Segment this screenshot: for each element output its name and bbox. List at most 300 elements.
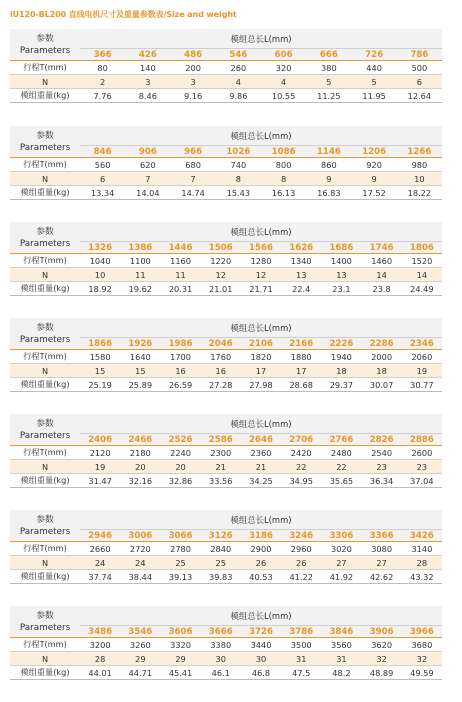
stroke-value-cell: 620 <box>125 158 170 172</box>
length-value-cell: 2586 <box>201 434 241 446</box>
weight-value-cell: 48.2 <box>321 666 361 680</box>
length-value-cell: 1446 <box>160 242 200 254</box>
weight-value-cell: 18.22 <box>397 186 442 200</box>
length-value-cell: 366 <box>80 49 125 61</box>
n-value-cell: 4 <box>216 75 261 89</box>
table-header-row <box>10 318 442 338</box>
stroke-value-cell: 2300 <box>201 446 241 460</box>
length-value-cell: 2706 <box>281 434 321 446</box>
length-value-cell: 3726 <box>241 626 281 638</box>
weight-value-cell: 24.49 <box>402 282 442 296</box>
stroke-row-label: 行程T(mm) <box>10 638 80 652</box>
weight-value-cell: 46.1 <box>201 666 241 680</box>
weight-value-cell: 25.89 <box>120 378 160 392</box>
length-value-cell: 2346 <box>402 338 442 350</box>
stroke-value-cell: 2720 <box>120 542 160 556</box>
document-title: iU120-BL200 直线电机尺寸及重量参数表/Size and weight <box>10 10 237 19</box>
stroke-value-cell: 1220 <box>201 254 241 268</box>
weight-value-cell: 9.16 <box>171 89 216 103</box>
length-value-cell: 1986 <box>160 338 200 350</box>
n-value-cell: 6 <box>397 75 442 89</box>
weight-value-cell: 37.04 <box>402 474 442 488</box>
weight-value-cell: 39.13 <box>160 570 200 584</box>
weight-value-cell: 30.07 <box>362 378 402 392</box>
stroke-value-cell: 2900 <box>241 542 281 556</box>
weight-value-cell: 14.04 <box>125 186 170 200</box>
stroke-value-cell: 1040 <box>80 254 120 268</box>
stroke-row-label: 行程T(mm) <box>10 158 80 172</box>
n-value-cell: 23 <box>362 460 402 474</box>
n-value-cell: 25 <box>160 556 200 570</box>
stroke-value-cell: 2780 <box>160 542 200 556</box>
stroke-value-cell: 1100 <box>120 254 160 268</box>
n-row <box>10 556 442 570</box>
weight-value-cell: 34.95 <box>281 474 321 488</box>
length-value-cell: 606 <box>261 49 306 61</box>
length-value-cell: 2046 <box>201 338 241 350</box>
stroke-row <box>10 446 442 460</box>
n-value-cell: 17 <box>241 364 281 378</box>
n-value-cell: 4 <box>261 75 306 89</box>
stroke-value-cell: 1280 <box>241 254 281 268</box>
weight-value-cell: 23.8 <box>362 282 402 296</box>
table-header-row <box>10 606 442 626</box>
length-value-cell: 1386 <box>120 242 160 254</box>
stroke-row <box>10 542 442 556</box>
parameters-header-cell <box>10 510 80 542</box>
weight-row-label: 模组重量(kg) <box>10 378 80 392</box>
weight-value-cell: 35.65 <box>321 474 361 488</box>
stroke-row <box>10 254 442 268</box>
n-value-cell: 21 <box>201 460 241 474</box>
n-value-cell: 28 <box>80 652 120 666</box>
stroke-value-cell: 380 <box>306 61 351 75</box>
n-value-cell: 5 <box>352 75 397 89</box>
weight-value-cell: 48.89 <box>362 666 402 680</box>
length-value-cell: 3186 <box>241 530 281 542</box>
weight-value-cell: 12.64 <box>397 89 442 103</box>
size-weight-table <box>10 510 442 584</box>
length-value-cell: 546 <box>216 49 261 61</box>
length-value-cell: 486 <box>171 49 216 61</box>
stroke-value-cell: 2540 <box>362 446 402 460</box>
weight-row <box>10 282 442 296</box>
n-value-cell: 32 <box>362 652 402 666</box>
weight-value-cell: 25.19 <box>80 378 120 392</box>
stroke-row-label: 行程T(mm) <box>10 61 80 75</box>
n-row <box>10 364 442 378</box>
weight-value-cell: 44.01 <box>80 666 120 680</box>
total-length-header: 模组总长L(mm) <box>80 606 442 626</box>
weight-value-cell: 27.28 <box>201 378 241 392</box>
weight-value-cell: 21.01 <box>201 282 241 296</box>
parameters-header-cell <box>10 318 80 350</box>
n-value-cell: 21 <box>241 460 281 474</box>
n-value-cell: 9 <box>352 172 397 186</box>
weight-value-cell: 18.92 <box>80 282 120 296</box>
stroke-value-cell: 1160 <box>160 254 200 268</box>
length-value-cell: 846 <box>80 146 125 158</box>
weight-value-cell: 16.13 <box>261 186 306 200</box>
stroke-value-cell: 560 <box>80 158 125 172</box>
n-row <box>10 652 442 666</box>
n-value-cell: 24 <box>80 556 120 570</box>
length-value-cell: 1326 <box>80 242 120 254</box>
length-value-cell: 1746 <box>362 242 402 254</box>
length-value-cell: 2286 <box>362 338 402 350</box>
n-row-label: N <box>10 652 80 666</box>
length-value-cell: 726 <box>352 49 397 61</box>
stroke-value-cell: 980 <box>397 158 442 172</box>
weight-value-cell: 45.41 <box>160 666 200 680</box>
stroke-row-label: 行程T(mm) <box>10 254 80 268</box>
stroke-value-cell: 320 <box>261 61 306 75</box>
n-value-cell: 6 <box>80 172 125 186</box>
table-header-row <box>10 126 442 146</box>
stroke-row-label: 行程T(mm) <box>10 542 80 556</box>
n-value-cell: 31 <box>281 652 321 666</box>
n-value-cell: 15 <box>80 364 120 378</box>
stroke-row-label: 行程T(mm) <box>10 350 80 364</box>
stroke-value-cell: 3020 <box>321 542 361 556</box>
weight-row <box>10 186 442 200</box>
stroke-value-cell: 2420 <box>281 446 321 460</box>
total-length-header: 模组总长L(mm) <box>80 29 442 49</box>
parameters-label-en: Parameters <box>19 430 71 441</box>
n-value-cell: 30 <box>201 652 241 666</box>
weight-value-cell: 9.86 <box>216 89 261 103</box>
table-header-row <box>10 222 442 242</box>
length-value-cell: 3846 <box>321 626 361 638</box>
n-value-cell: 9 <box>306 172 351 186</box>
n-value-cell: 7 <box>125 172 170 186</box>
weight-value-cell: 13.34 <box>80 186 125 200</box>
stroke-value-cell: 3200 <box>80 638 120 652</box>
length-value-cell: 1686 <box>321 242 361 254</box>
n-value-cell: 13 <box>321 268 361 282</box>
length-value-cell: 1146 <box>306 146 351 158</box>
stroke-value-cell: 1820 <box>241 350 281 364</box>
length-value-cell: 2766 <box>321 434 361 446</box>
n-value-cell: 23 <box>402 460 442 474</box>
stroke-value-cell: 3320 <box>160 638 200 652</box>
total-length-header: 模组总长L(mm) <box>80 414 442 434</box>
size-weight-table <box>10 414 442 488</box>
weight-value-cell: 30.77 <box>402 378 442 392</box>
n-value-cell: 31 <box>321 652 361 666</box>
parameters-label-en: Parameters <box>19 238 71 249</box>
length-value-cell: 2466 <box>120 434 160 446</box>
length-value-cell: 966 <box>171 146 216 158</box>
weight-value-cell: 29.37 <box>321 378 361 392</box>
n-value-cell: 24 <box>120 556 160 570</box>
weight-row-label: 模组重量(kg) <box>10 666 80 680</box>
parameters-header-cell <box>10 29 80 61</box>
stroke-value-cell: 200 <box>171 61 216 75</box>
weight-value-cell: 47.5 <box>281 666 321 680</box>
stroke-value-cell: 800 <box>261 158 306 172</box>
weight-value-cell: 41.22 <box>281 570 321 584</box>
weight-value-cell: 7.76 <box>80 89 125 103</box>
weight-value-cell: 32.16 <box>120 474 160 488</box>
weight-row <box>10 378 442 392</box>
n-value-cell: 26 <box>281 556 321 570</box>
stroke-value-cell: 2660 <box>80 542 120 556</box>
weight-value-cell: 39.83 <box>201 570 241 584</box>
stroke-value-cell: 2480 <box>321 446 361 460</box>
stroke-value-cell: 3440 <box>241 638 281 652</box>
length-value-cell: 3426 <box>402 530 442 542</box>
table-header-row <box>10 29 442 49</box>
n-row-label: N <box>10 364 80 378</box>
length-value-cell: 1086 <box>261 146 306 158</box>
weight-value-cell: 27.98 <box>241 378 281 392</box>
total-length-header: 模组总长L(mm) <box>80 126 442 146</box>
stroke-row <box>10 158 442 172</box>
n-value-cell: 27 <box>362 556 402 570</box>
stroke-value-cell: 1460 <box>362 254 402 268</box>
weight-value-cell: 23.1 <box>321 282 361 296</box>
parameters-header-cell <box>10 414 80 446</box>
stroke-value-cell: 920 <box>352 158 397 172</box>
n-value-cell: 8 <box>261 172 306 186</box>
n-row <box>10 172 442 186</box>
stroke-value-cell: 3260 <box>120 638 160 652</box>
weight-value-cell: 11.95 <box>352 89 397 103</box>
length-value-cell: 3606 <box>160 626 200 638</box>
stroke-value-cell: 2180 <box>120 446 160 460</box>
weight-value-cell: 49.59 <box>402 666 442 680</box>
n-value-cell: 16 <box>201 364 241 378</box>
length-value-cell: 906 <box>125 146 170 158</box>
n-row-label: N <box>10 460 80 474</box>
length-value-cell: 2826 <box>362 434 402 446</box>
weight-row <box>10 474 442 488</box>
length-value-cell: 2946 <box>80 530 120 542</box>
n-value-cell: 15 <box>120 364 160 378</box>
weight-row <box>10 666 442 680</box>
length-value-cell: 1206 <box>352 146 397 158</box>
stroke-value-cell: 3380 <box>201 638 241 652</box>
n-value-cell: 2 <box>80 75 125 89</box>
n-row-label: N <box>10 268 80 282</box>
n-value-cell: 25 <box>201 556 241 570</box>
n-value-cell: 16 <box>160 364 200 378</box>
size-weight-table <box>10 222 442 296</box>
length-value-cell: 3126 <box>201 530 241 542</box>
size-weight-table <box>10 318 442 392</box>
stroke-value-cell: 3500 <box>281 638 321 652</box>
parameters-label-en: Parameters <box>19 142 71 153</box>
weight-value-cell: 34.25 <box>241 474 281 488</box>
length-value-cell: 3366 <box>362 530 402 542</box>
stroke-value-cell: 3560 <box>321 638 361 652</box>
n-value-cell: 10 <box>397 172 442 186</box>
stroke-value-cell: 1640 <box>120 350 160 364</box>
n-value-cell: 3 <box>125 75 170 89</box>
stroke-value-cell: 1520 <box>402 254 442 268</box>
stroke-value-cell: 1940 <box>321 350 361 364</box>
parameters-header-cell <box>10 606 80 638</box>
total-length-header: 模组总长L(mm) <box>80 318 442 338</box>
length-value-cell: 3246 <box>281 530 321 542</box>
parameters-label-cn: 参数 <box>36 514 54 525</box>
n-value-cell: 28 <box>402 556 442 570</box>
length-value-cell: 3066 <box>160 530 200 542</box>
n-value-cell: 12 <box>241 268 281 282</box>
stroke-value-cell: 1760 <box>201 350 241 364</box>
parameters-label-cn: 参数 <box>36 610 54 621</box>
length-value-cell: 1866 <box>80 338 120 350</box>
stroke-value-cell: 2000 <box>362 350 402 364</box>
length-value-cell: 1626 <box>281 242 321 254</box>
parameters-label-en: Parameters <box>19 45 71 56</box>
n-value-cell: 3 <box>171 75 216 89</box>
length-value-cell: 666 <box>306 49 351 61</box>
weight-value-cell: 15.43 <box>216 186 261 200</box>
stroke-row <box>10 350 442 364</box>
weight-value-cell: 10.55 <box>261 89 306 103</box>
n-row-label: N <box>10 75 80 89</box>
weight-value-cell: 22.4 <box>281 282 321 296</box>
length-value-cell: 3666 <box>201 626 241 638</box>
stroke-value-cell: 3080 <box>362 542 402 556</box>
weight-value-cell: 32.86 <box>160 474 200 488</box>
weight-value-cell: 28.68 <box>281 378 321 392</box>
n-value-cell: 27 <box>321 556 361 570</box>
n-value-cell: 26 <box>241 556 281 570</box>
weight-value-cell: 11.25 <box>306 89 351 103</box>
parameters-label-en: Parameters <box>19 526 71 537</box>
weight-row-label: 模组重量(kg) <box>10 89 80 103</box>
total-length-header: 模组总长L(mm) <box>80 510 442 530</box>
length-value-cell: 3786 <box>281 626 321 638</box>
weight-row-label: 模组重量(kg) <box>10 570 80 584</box>
length-value-cell: 1566 <box>241 242 281 254</box>
length-value-cell: 3966 <box>402 626 442 638</box>
stroke-value-cell: 1400 <box>321 254 361 268</box>
weight-value-cell: 41.92 <box>321 570 361 584</box>
parameters-label-cn: 参数 <box>36 33 54 44</box>
n-value-cell: 19 <box>402 364 442 378</box>
length-value-cell: 1266 <box>397 146 442 158</box>
length-value-cell: 3486 <box>80 626 120 638</box>
length-value-cell: 2106 <box>241 338 281 350</box>
weight-value-cell: 44.71 <box>120 666 160 680</box>
n-value-cell: 10 <box>80 268 120 282</box>
n-value-cell: 22 <box>281 460 321 474</box>
stroke-value-cell: 440 <box>352 61 397 75</box>
length-value-cell: 3906 <box>362 626 402 638</box>
parameters-label-en: Parameters <box>19 622 71 633</box>
n-value-cell: 19 <box>80 460 120 474</box>
n-value-cell: 8 <box>216 172 261 186</box>
table-header-row <box>10 510 442 530</box>
length-value-cell: 2406 <box>80 434 120 446</box>
weight-value-cell: 19.62 <box>120 282 160 296</box>
weight-value-cell: 40.53 <box>241 570 281 584</box>
length-value-cell: 2886 <box>402 434 442 446</box>
weight-value-cell: 14.74 <box>171 186 216 200</box>
n-value-cell: 18 <box>321 364 361 378</box>
length-value-cell: 2646 <box>241 434 281 446</box>
weight-value-cell: 37.74 <box>80 570 120 584</box>
n-row-label: N <box>10 172 80 186</box>
length-value-cell: 2526 <box>160 434 200 446</box>
n-value-cell: 20 <box>160 460 200 474</box>
weight-row-label: 模组重量(kg) <box>10 474 80 488</box>
weight-row <box>10 89 442 103</box>
stroke-value-cell: 260 <box>216 61 261 75</box>
weight-value-cell: 38.44 <box>120 570 160 584</box>
parameters-label-en: Parameters <box>19 334 71 345</box>
n-value-cell: 18 <box>362 364 402 378</box>
stroke-row-label: 行程T(mm) <box>10 446 80 460</box>
parameters-header-cell <box>10 126 80 158</box>
weight-value-cell: 42.62 <box>362 570 402 584</box>
weight-row-label: 模组重量(kg) <box>10 186 80 200</box>
n-value-cell: 20 <box>120 460 160 474</box>
stroke-value-cell: 2060 <box>402 350 442 364</box>
n-value-cell: 29 <box>120 652 160 666</box>
stroke-value-cell: 2360 <box>241 446 281 460</box>
stroke-row <box>10 61 442 75</box>
length-value-cell: 426 <box>125 49 170 61</box>
stroke-value-cell: 3680 <box>402 638 442 652</box>
stroke-value-cell: 740 <box>216 158 261 172</box>
stroke-value-cell: 2120 <box>80 446 120 460</box>
n-row <box>10 75 442 89</box>
total-length-header: 模组总长L(mm) <box>80 222 442 242</box>
weight-value-cell: 43.32 <box>402 570 442 584</box>
stroke-value-cell: 1580 <box>80 350 120 364</box>
parameters-header-cell <box>10 222 80 254</box>
weight-value-cell: 36.34 <box>362 474 402 488</box>
stroke-row <box>10 638 442 652</box>
n-value-cell: 13 <box>281 268 321 282</box>
length-value-cell: 2226 <box>321 338 361 350</box>
size-weight-table <box>10 606 442 680</box>
parameters-label-cn: 参数 <box>36 226 54 237</box>
weight-value-cell: 8.46 <box>125 89 170 103</box>
weight-value-cell: 33.56 <box>201 474 241 488</box>
weight-value-cell: 17.52 <box>352 186 397 200</box>
length-value-cell: 1026 <box>216 146 261 158</box>
n-row <box>10 268 442 282</box>
stroke-value-cell: 2240 <box>160 446 200 460</box>
size-weight-table <box>10 29 442 103</box>
n-value-cell: 12 <box>201 268 241 282</box>
table-header-row <box>10 414 442 434</box>
length-value-cell: 3006 <box>120 530 160 542</box>
n-value-cell: 14 <box>402 268 442 282</box>
stroke-value-cell: 80 <box>80 61 125 75</box>
stroke-value-cell: 860 <box>306 158 351 172</box>
length-value-cell: 1806 <box>402 242 442 254</box>
length-value-cell: 1506 <box>201 242 241 254</box>
size-weight-table <box>10 126 442 200</box>
n-row-label: N <box>10 556 80 570</box>
length-value-cell: 3546 <box>120 626 160 638</box>
parameters-label-cn: 参数 <box>36 418 54 429</box>
n-value-cell: 22 <box>321 460 361 474</box>
weight-value-cell: 16.83 <box>306 186 351 200</box>
parameters-label-cn: 参数 <box>36 130 54 141</box>
stroke-value-cell: 680 <box>171 158 216 172</box>
weight-value-cell: 21.71 <box>241 282 281 296</box>
n-row <box>10 460 442 474</box>
n-value-cell: 17 <box>281 364 321 378</box>
